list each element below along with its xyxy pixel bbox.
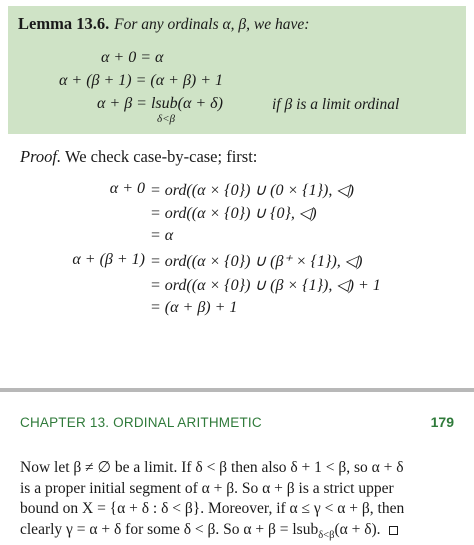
proof-lhs-4: α + (β + 1) <box>72 251 145 268</box>
proof-rhs-5: = ord((α × {0}) ∪ (β × {1}), ◁) + 1 <box>150 277 381 294</box>
chapter-header: CHAPTER 13. ORDINAL ARITHMETIC <box>20 415 262 430</box>
proof-paragraph <box>20 458 456 545</box>
lemma-heading <box>18 14 309 34</box>
lemma-eq-3-condition: if β is a limit ordinal <box>272 96 400 113</box>
lemma-eq-3-subscript: δ<β <box>157 113 176 125</box>
lemma-eq-3: α + β = lsub(α + δ) <box>97 95 223 112</box>
proof-rhs-3: = α <box>150 227 174 244</box>
lemma-label: Lemma 13.6. <box>18 14 110 33</box>
page-number: 179 <box>430 414 454 430</box>
proof-intro <box>20 147 257 167</box>
paragraph-last-line <box>20 520 456 545</box>
proof-lhs-1: α + 0 <box>109 180 145 197</box>
proof-rhs-2: = ord((α × {0}) ∪ {0}, ◁) <box>150 205 317 222</box>
qed-square-icon <box>389 526 398 535</box>
proof-intro-text: We check case-by-case; first: <box>64 147 258 166</box>
paragraph-line: is a proper initial segment of α + β. So α + β is a strict upper <box>20 479 394 497</box>
paragraph-line: clearly γ = α + δ for some δ < β. So α + β = lsub <box>20 520 319 538</box>
lemma-statement: For any ordinals α, β, we have: <box>114 16 310 33</box>
proof-label: Proof. <box>20 147 62 166</box>
proof-rhs-6: = (α + β) + 1 <box>150 299 238 316</box>
lemma-eq-2: α + (β + 1) = (α + β) + 1 <box>59 72 224 89</box>
paragraph-tail: (α + δ). <box>334 520 381 538</box>
lsub-subscript: δ<β <box>318 529 335 541</box>
page-divider <box>0 388 474 392</box>
lemma-box <box>8 6 466 134</box>
paragraph-line: Now let β ≠ ∅ be a limit. If δ < β then also δ + 1 < β, so α + δ <box>20 459 404 476</box>
proof-rhs-1: = ord((α × {0}) ∪ (0 × {1}), ◁) <box>150 182 354 199</box>
paragraph-line: bound on X = {α + δ : δ < β}. Moreover, if α ≤ γ < α + β, then <box>20 500 405 517</box>
lemma-eq-1: α + 0 = α <box>101 49 164 66</box>
proof-rhs-4: = ord((α × {0}) ∪ (β⁺ × {1}), ◁) <box>150 253 363 270</box>
